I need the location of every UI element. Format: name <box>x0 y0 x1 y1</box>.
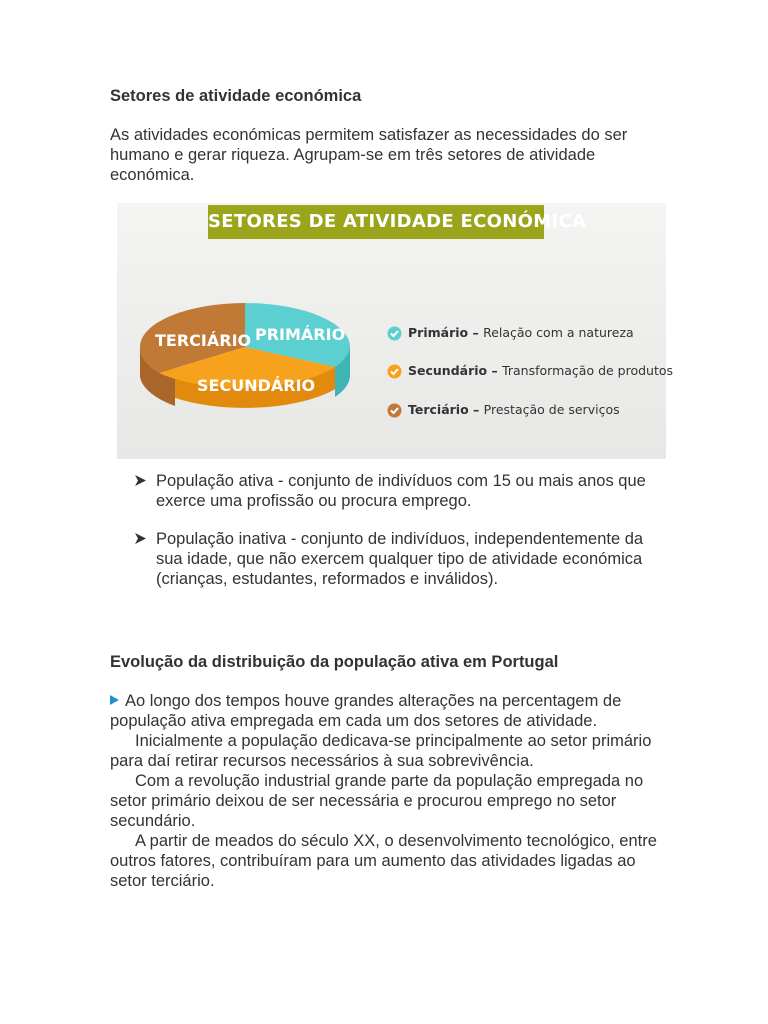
text-line: (crianças, estudantes, reformados e inválidos). <box>156 570 499 588</box>
legend-desc: Relação com a natureza <box>483 325 634 340</box>
text-line: As atividades económicas permitem satisfazer as necessidades do ser <box>110 126 628 144</box>
bullet-text <box>156 529 714 589</box>
legend-desc: Prestação de serviços <box>483 402 620 417</box>
pie-label-secundario: SECUNDÁRIO <box>197 376 316 395</box>
text-line: económica. <box>110 166 195 184</box>
text-line: humano e gerar riqueza. Agrupam-se em três setores de atividade <box>110 146 596 164</box>
text-line: Inicialmente a população dedicava-se principalmente ao setor primário <box>135 732 652 750</box>
section-heading: Evolução da distribuição da população ativa em Portugal <box>110 653 559 671</box>
legend-item-secundario <box>387 363 673 379</box>
text-line: sua idade, que não exercem qualquer tipo de atividade económica <box>156 550 643 568</box>
text-line: População ativa - conjunto de indivíduos com 15 ou mais anos que <box>156 472 646 490</box>
text-line: exerce uma profissão ou procura emprego. <box>156 492 472 510</box>
sectors-infographic <box>117 203 674 459</box>
bullet-item <box>134 529 714 589</box>
check-circle-icon <box>387 364 402 379</box>
legend-dash: – <box>468 325 484 340</box>
text-line: A partir de meados do século XX, o desenvolvimento tecnológico, entre <box>135 832 657 850</box>
intro-paragraph <box>110 125 730 185</box>
legend-desc: Transformação de produtos <box>502 363 674 378</box>
text-line: população ativa empregada em cada um dos setores de atividade. <box>110 712 598 730</box>
legend-name: Secundário <box>408 363 488 378</box>
legend-item-primario <box>387 325 634 341</box>
evolution-paragraph <box>110 691 730 891</box>
bullet-item <box>134 471 714 511</box>
sectors-pie-chart <box>135 301 365 451</box>
text-line: secundário. <box>110 812 196 830</box>
pie-label-terciario: TERCIÁRIO <box>155 331 252 350</box>
text-line-content: Ao longo dos tempos houve grandes alterações na percentagem de <box>125 692 622 710</box>
triangle-bullet-icon <box>110 695 119 705</box>
text-line <box>110 691 730 711</box>
legend-dash: – <box>468 402 484 417</box>
arrowhead-bullet-icon <box>134 532 147 545</box>
text-line: População inativa - conjunto de indivíduos, independentemente da <box>156 530 644 548</box>
text-line: para daí retirar recursos necessários à sua sobrevivência. <box>110 752 534 770</box>
text-line: Com a revolução industrial grande parte da população empregada no <box>135 772 644 790</box>
legend-name: Primário <box>408 325 469 340</box>
text-line: setor terciário. <box>110 872 215 890</box>
arrowhead-bullet-icon <box>134 474 147 487</box>
text-line: outros fatores, contribuíram para um aumento das atividades ligadas ao <box>110 852 636 870</box>
legend-item-terciario <box>387 402 620 418</box>
section-heading: Setores de atividade económica <box>110 87 362 105</box>
legend-dash: – <box>487 363 503 378</box>
bullet-text <box>156 471 714 511</box>
check-circle-icon <box>387 326 402 341</box>
infographic-banner: SETORES DE ATIVIDADE ECONÓMICA <box>208 205 544 239</box>
pie-label-primario: PRIMÁRIO <box>255 325 346 344</box>
check-circle-icon <box>387 403 402 418</box>
text-line: setor primário deixou de ser necessária e procurou emprego no setor <box>110 792 617 810</box>
legend-name: Terciário <box>408 402 469 417</box>
